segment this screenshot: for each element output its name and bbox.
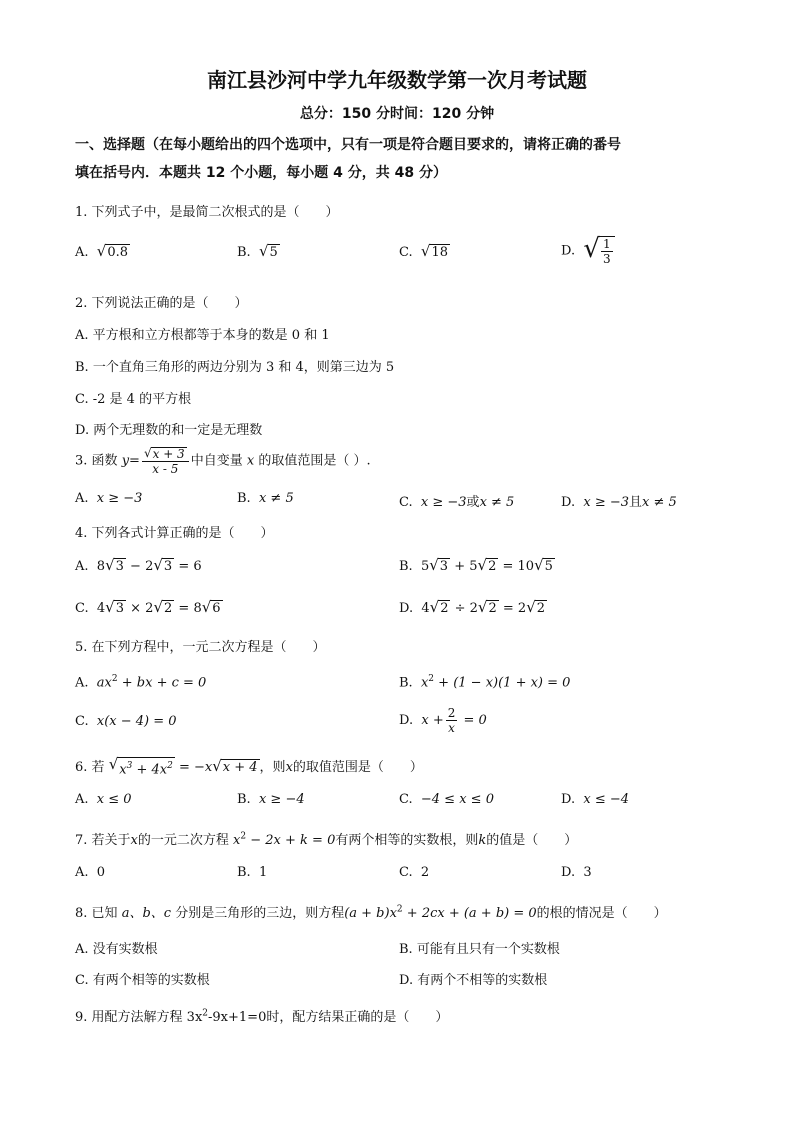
question-6-stem: 6. 若 √ $x^3 + 4x^2$ = −x √ x + 4 ，则x的取值范围是（ ） — [75, 754, 423, 778]
section-heading-line-2: 填在括号内．本题共 12 个小题，每小题 4 分，共 48 分） — [75, 165, 447, 181]
fraction: $\frac{2}{x}$ — [447, 706, 456, 735]
question-7-option-a: A. 0 — [75, 865, 106, 880]
question-4-option-a: A. 8 √ 3 − 2 √ 3 = 6 — [75, 556, 202, 574]
question-4-option-c: C. 4 √ 3 × 2 √ 2 = 8 √ 6 — [75, 598, 221, 616]
page-subtitle: 总分：150 分时间：120 分钟 — [299, 106, 495, 122]
function-fraction: √ x + 3 x - 5 — [142, 446, 189, 476]
page-title: 南江县沙河中学九年级数学第一次月考试题 — [207, 68, 587, 92]
question-7-option-b: B. 1 — [237, 865, 268, 880]
question-1-option-a: A. √ 0.8 — [75, 242, 129, 260]
question-3-option-a: A. x ≥ −3 — [75, 491, 143, 506]
question-6-option-c: C. −4 ≤ x ≤ 0 — [399, 792, 494, 807]
question-4-option-d: D. 4 √ 2 ÷ 2 √ 2 = 2 √ 2 — [399, 598, 546, 616]
question-1-option-b: B. √ 5 — [237, 242, 278, 260]
question-9-stem: 9. 用配方法解方程 $3x^2-9x+1=0$时，配方结果正确的是（ ） — [75, 1008, 449, 1025]
question-7-option-c: C. 2 — [399, 865, 430, 880]
question-8-option-c: C. 有两个相等的实数根 — [75, 973, 210, 988]
question-8-option-d: D. 有两个不相等的实数根 — [399, 973, 548, 988]
question-5-stem: 5. 在下列方程中，一元二次方程是（ ） — [75, 640, 326, 655]
question-8-option-a: A. 没有实数根 — [75, 942, 158, 957]
question-6-option-a: A. x ≤ 0 — [75, 792, 132, 807]
sqrt-expression: √ 5 — [258, 242, 278, 260]
question-1-stem: 1. 下列式子中，是最简二次根式的是（ ） — [75, 205, 339, 220]
question-1-option-d: D. √ $\frac{1}{3}$ — [561, 236, 615, 266]
question-5-option-c: C. x(x − 4) = 0 — [75, 714, 177, 729]
question-8-stem: 8. 已知 a、b、c 分别是三角形的三边，则方程$(a + b)x^2 + 2cx + (a + b) = 0$的根的情况是（ ） — [75, 904, 667, 921]
question-6-option-b: B. x ≥ −4 — [237, 792, 305, 807]
section-heading — [75, 131, 725, 187]
question-1-option-c: C. √ 18 — [399, 242, 448, 260]
question-2-option-c: C. -2 是 4 的平方根 — [75, 392, 192, 407]
question-5-option-a: A. $ax^2$ + bx + c = 0 — [75, 674, 207, 691]
question-2-option-d: D. 两个无理数的和一定是无理数 — [75, 423, 263, 438]
question-3-option-c: C. x ≥ −3或x ≠ 5 — [399, 495, 515, 510]
question-5-option-b: B. $x^2 + (1 - x)(1 + x) = 0$ — [399, 674, 571, 691]
question-2-option-a: A. 平方根和立方根都等于本身的数是 0 和 1 — [75, 328, 330, 343]
sqrt-fraction-expression: √ $\frac{1}{3}$ — [583, 236, 614, 266]
question-4-stem: 4. 下列各式计算正确的是（ ） — [75, 526, 274, 541]
sqrt-expression: √ 0.8 — [96, 242, 129, 260]
question-7-option-d: D. 3 — [561, 865, 592, 880]
question-3-option-d: D. x ≥ −3且x ≠ 5 — [561, 495, 677, 510]
question-8-option-b: B. 可能有且只有一个实数根 — [399, 942, 560, 957]
sqrt-expression: √ 18 — [420, 242, 448, 260]
question-3-option-b: B. x ≠ 5 — [237, 491, 294, 506]
question-5-option-d: D. x + $\frac{2}{x}$ = 0 — [399, 706, 487, 735]
question-2-stem: 2. 下列说法正确的是（ ） — [75, 296, 248, 311]
question-6-option-d: D. x ≤ −4 — [561, 792, 630, 807]
question-2-option-b: B. 一个直角三角形的两边分别为 3 和 4，则第三边为 5 — [75, 360, 395, 375]
question-3-stem: 3. 函数 y= √ x + 3 x - 5 中自变量 x 的取值范围是（ ）. — [75, 445, 371, 476]
question-4-option-b: B. 5 √ 3 + 5 √ 2 = 10 √ 5 — [399, 556, 553, 574]
section-heading-line-1: 一、选择题（在每小题给出的四个选项中，只有一项是符合题目要求的，请将正确的番号 — [75, 137, 621, 153]
question-7-stem: 7. 若关于x的一元二次方程 $x^2 - 2x + k = 0$有两个相等的实数根，则k的值是（ ） — [75, 831, 578, 848]
